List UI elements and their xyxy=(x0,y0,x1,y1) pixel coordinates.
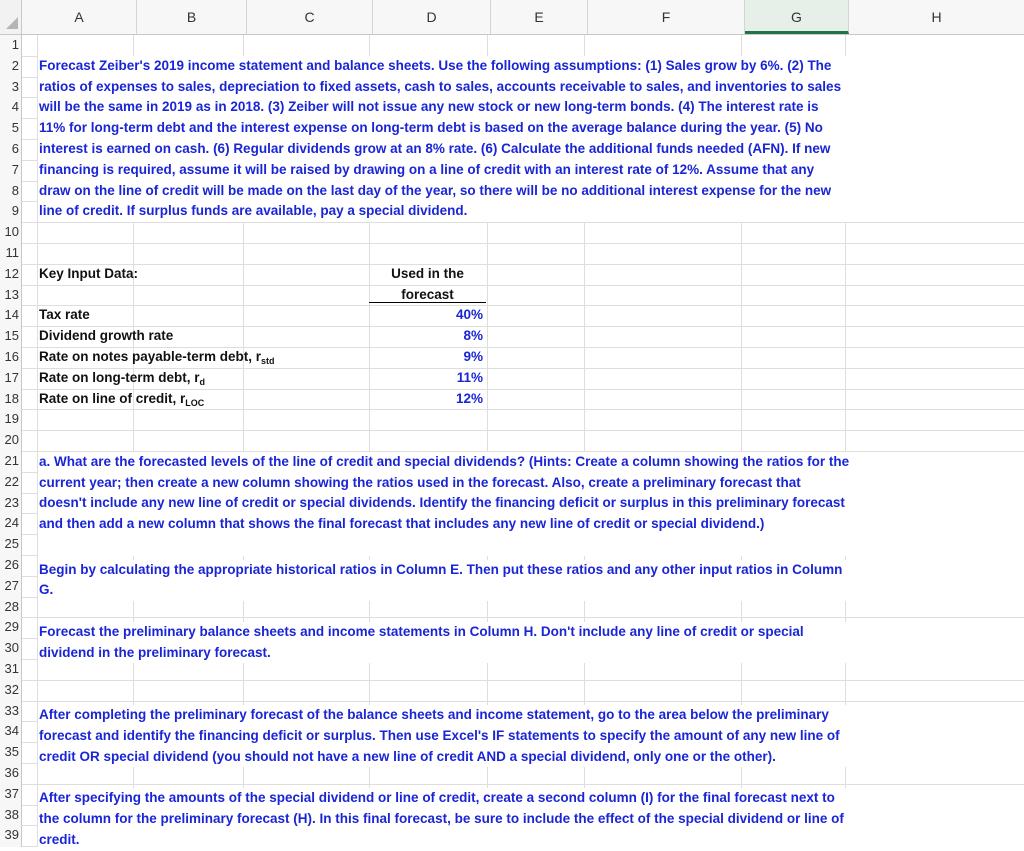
row-header-6[interactable]: 6 xyxy=(11,141,19,156)
column-header-f[interactable]: F xyxy=(588,0,745,34)
grid-line xyxy=(22,680,1024,681)
input-value-loc-rate[interactable]: 12% xyxy=(455,391,483,406)
grid-line xyxy=(22,243,1024,244)
row-header-32[interactable]: 32 xyxy=(4,681,19,697)
step1-line: G. xyxy=(39,582,54,597)
step2-line: Forecast the preliminary balance sheets and income statements in Column H. Don't include any line of credit or special xyxy=(39,624,804,639)
row-header-34[interactable]: 34 xyxy=(4,723,19,739)
row-header-15[interactable]: 15 xyxy=(4,328,19,344)
step3-line: After completing the preliminary forecast of the balance sheets and income statement, go to the area below the preliminary xyxy=(39,707,829,722)
row-header-13[interactable]: 13 xyxy=(4,286,19,302)
row-header-20[interactable]: 20 xyxy=(4,432,19,448)
grid-line xyxy=(22,701,1024,702)
row-header-11[interactable]: 11 xyxy=(5,245,19,260)
row-header-21[interactable]: 21 xyxy=(4,453,19,468)
input-label-lt-debt-rate[interactable]: Rate on long-term debt, $r_d$ xyxy=(39,370,206,387)
step3-line: credit OR special dividend (you should not have a new line of credit AND a special dividend, only one or the other). xyxy=(39,749,776,764)
intro-line: interest is earned on cash. (6) Regular dividends grow at an 8% rate. (6) Calculate the additional funds needed (AFN). If new xyxy=(39,141,831,156)
step4-line: the column for the preliminary forecast (H). In this final forecast, be sure to include the effect of the special dividend or line of xyxy=(39,811,844,826)
row-header-18[interactable]: 18 xyxy=(4,390,19,406)
row-header-7[interactable]: 7 xyxy=(11,161,19,177)
row-header-33[interactable]: 33 xyxy=(4,702,19,718)
row-header-38[interactable]: 38 xyxy=(4,806,19,822)
row-header-19[interactable]: 19 xyxy=(4,411,19,427)
row-header-37[interactable]: 37 xyxy=(4,785,19,801)
input-value-lt-debt-rate[interactable]: 11% xyxy=(456,370,483,385)
row-header-8[interactable]: 8 xyxy=(11,182,19,198)
intro-line: will be the same in 2019 as in 2018. (3) Zeiber will not issue any new stock or new long-term bonds. (4) The interest rate is xyxy=(39,99,819,114)
intro-line: financing is required, assume it will be raised by drawing on a line of credit with an interest rate of 12%. Assume that any xyxy=(39,162,815,177)
grid-line xyxy=(22,305,1024,306)
column-header-b[interactable]: B xyxy=(137,0,247,34)
input-label-tax-rate[interactable]: Tax rate xyxy=(39,307,90,322)
row-header-17[interactable]: 17 xyxy=(4,369,19,385)
header-underline xyxy=(369,302,486,303)
select-all-icon xyxy=(6,17,18,29)
column-header-h[interactable]: H xyxy=(931,9,942,25)
row-header-30[interactable]: 30 xyxy=(4,640,19,656)
step4-line: After specifying the amounts of the special dividend or line of credit, create a second column (I) for the final forecast next to xyxy=(39,790,835,805)
input-label-dividend-growth[interactable]: Dividend growth rate xyxy=(39,328,174,343)
grid-line xyxy=(22,264,1024,265)
intro-line: Forecast Zeiber's 2019 income statement and balance sheets. Use the following assumptions: (1) Sales grow by 6%. (2) The xyxy=(39,58,832,73)
step2-line: dividend in the preliminary forecast. xyxy=(39,645,271,660)
row-header-1[interactable]: 1 xyxy=(11,37,19,52)
row-header-29[interactable]: 29 xyxy=(4,619,19,635)
row-header-27[interactable]: 27 xyxy=(4,577,19,593)
row-header-24[interactable]: 24 xyxy=(4,515,19,531)
question-a-line: a. What are the forecasted levels of the line of credit and special dividends? (Hints: Create a column showing the ratios for the xyxy=(39,454,850,469)
column-header-a[interactable]: A xyxy=(22,0,137,34)
row-header-35[interactable]: 35 xyxy=(4,744,19,760)
row-header-2[interactable]: 2 xyxy=(11,57,19,73)
intro-line: ratios of expenses to sales, depreciation to fixed assets, cash to sales, accounts receivable to sales, and inventories to sales xyxy=(39,79,842,94)
used-header-line2[interactable]: forecast xyxy=(401,287,454,302)
row-header-39[interactable]: 39 xyxy=(4,827,19,843)
intro-line: draw on the line of credit will be made on the last day of the year, so there will be no additional interest expense for the new xyxy=(39,183,832,198)
input-value-dividend-growth[interactable]: 8% xyxy=(463,328,483,343)
input-label-notes-rate[interactable]: Rate on notes payable-term debt, $r_{std}$ xyxy=(39,349,275,366)
step4-line: credit. xyxy=(39,832,80,847)
row-header-4[interactable]: 4 xyxy=(11,99,19,115)
grid-line xyxy=(22,784,1024,785)
row-header-5[interactable]: 5 xyxy=(11,120,19,136)
intro-line: 11% for long-term debt and the interest expense on long-term debt is based on the average balance during the year. (5) No xyxy=(39,120,823,135)
row-header-10[interactable]: 10 xyxy=(4,224,19,240)
column-header-bar xyxy=(0,0,1024,35)
row-header-23[interactable]: 23 xyxy=(4,494,19,510)
used-header-line1[interactable]: Used in the xyxy=(391,266,464,281)
grid-line xyxy=(22,430,1024,431)
step3-line: forecast and identify the financing deficit or surplus. Then use Excel's IF statements to specify the amount of any new line of xyxy=(39,728,840,743)
row-header-bar xyxy=(0,35,22,847)
intro-line: line of credit. If surplus funds are available, pay a special dividend. xyxy=(39,203,468,218)
column-header-c[interactable]: C xyxy=(247,0,373,34)
row-header-28[interactable]: 28 xyxy=(4,598,19,614)
row-header-14[interactable]: 14 xyxy=(4,307,19,323)
row-header-3[interactable]: 3 xyxy=(11,78,19,94)
grid-line xyxy=(22,617,1024,618)
question-a-line: current year; then create a new column showing the ratios used in the forecast. Also, create a preliminary forecast that xyxy=(39,475,801,490)
row-header-12[interactable]: 12 xyxy=(4,265,19,281)
column-header-g[interactable]: G xyxy=(745,0,849,34)
row-header-9[interactable]: 9 xyxy=(11,203,19,219)
row-header-26[interactable]: 26 xyxy=(4,557,19,572)
question-a-line: doesn't include any new line of credit or special dividends. Identify the financing deficit or surplus in this preliminary forecast xyxy=(39,495,845,510)
input-value-tax-rate[interactable]: 40% xyxy=(455,307,483,322)
question-a-line: and then add a new column that shows the final forecast that includes any new line of credit or special dividend.) xyxy=(39,516,765,531)
column-header-d[interactable]: D xyxy=(373,0,491,34)
column-header-e[interactable]: E xyxy=(491,0,588,34)
input-label-loc-rate[interactable]: Rate on line of credit, $r_{LOC}$ xyxy=(39,391,205,408)
grid-line xyxy=(22,285,1024,286)
row-header-36[interactable]: 36 xyxy=(4,765,19,780)
input-value-notes-rate[interactable]: 9% xyxy=(463,349,483,364)
row-header-22[interactable]: 22 xyxy=(4,473,19,489)
key-input-title[interactable]: Key Input Data: xyxy=(39,266,139,281)
step1-line: Begin by calculating the appropriate historical ratios in Column E. Then put these ratios and any other input ratios in Column xyxy=(39,562,843,577)
grid-line xyxy=(22,222,1024,223)
row-header-16[interactable]: 16 xyxy=(4,349,19,364)
select-all-corner[interactable] xyxy=(0,0,22,34)
row-header-25[interactable]: 25 xyxy=(4,536,19,552)
row-header-31[interactable]: 31 xyxy=(4,661,19,676)
